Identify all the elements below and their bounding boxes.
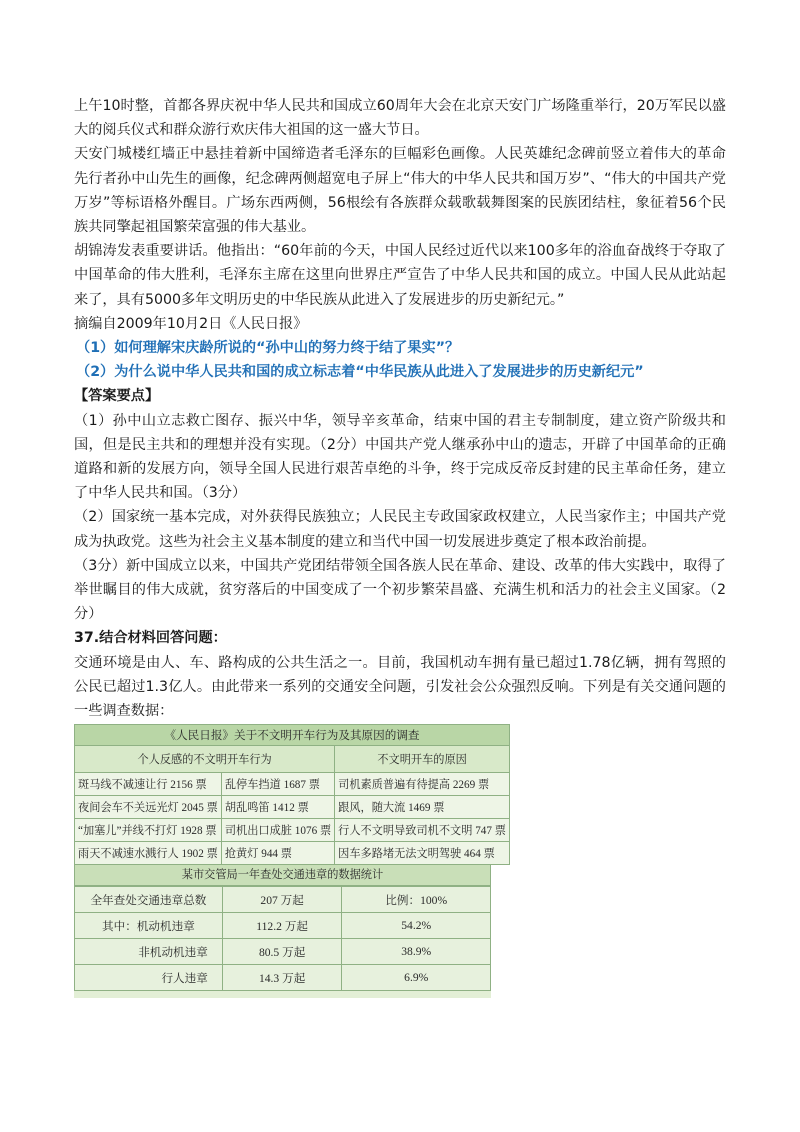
question-37-title: 37.结合材料回答问题：: [74, 630, 227, 647]
table-cell: 行人违章: [75, 965, 223, 991]
material-paragraph-3: 胡锦涛发表重要讲话。他指出：“60年前的今天，中国人民经过近代以来100多年的浴血奋战终于夺取了中国革命的伟大胜利，毛泽东主席在这里向世界庄严宣告了中华人民共和国的成立。中国人民从此站起来了，具有5000多年文明历史的中华民族从此进入了发展进步的历史新纪元。”: [74, 243, 726, 308]
table-row: [75, 842, 510, 865]
table-cell: 抢黄灯 944 票: [221, 842, 334, 865]
table-cell: 80.5 万起: [222, 939, 342, 965]
table-cell: 夜间会车不关远光灯 2045 票: [75, 796, 222, 819]
table-row: [75, 887, 491, 913]
table-cell: 14.3 万起: [222, 965, 342, 991]
table-cell: 胡乱鸣笛 1412 票: [221, 796, 334, 819]
question-37-text: 交通环境是由人、车、路构成的公共生活之一。目前，我国机动车拥有量已超过1.78亿辆，拥有驾照的公民已超过1.3亿人。由此带来一系列的交通安全问题，引发社会公众强烈反响。下列是有关交通问题的一些调查数据：: [74, 654, 726, 720]
table-cell: 6.9%: [342, 965, 491, 991]
document-body: [74, 94, 726, 723]
table-cell: 其中：机动机违章: [75, 913, 223, 939]
table-row: [75, 819, 510, 842]
table-cell: 非机动机违章: [75, 939, 223, 965]
table-cell: 54.2%: [342, 913, 491, 939]
table-cell: 38.9%: [342, 939, 491, 965]
table-row: [75, 796, 510, 819]
table-cell: 雨天不减速水溅行人 1902 票: [75, 842, 222, 865]
violation-table-caption: 某市交管局一年查处交通违章的数据统计: [74, 865, 491, 886]
table-cell: 207 万起: [222, 887, 342, 913]
material-paragraph-1: 上午10时整，首都各界庆祝中华人民共和国成立60周年大会在北京天安门广场隆重举行，20万军民以盛大的阅兵仪式和群众游行欢庆伟大祖国的这一盛大节日。: [74, 98, 726, 139]
answer-2: （2）国家统一基本完成，对外获得民族独立；人民民主专政国家政权建立，人民当家作主；中国共产党成为执政党。这些为社会主义基本制度的建立和当代中国一切发展进步奠定了根本政治前提。: [74, 509, 726, 550]
answer-1: （1）孙中山立志救亡图存、振兴中华，领导辛亥革命，结束中国的君主专制制度，建立资产阶级共和国，但是民主共和的理想并没有实现。（2分）中国共产党人继承孙中山的遗志，开辟了中国革命的正确道路和新的发展方向，领导全国人民进行艰苦卓绝的斗争，终于完成反帝反封建的民主革命任务，建立了中华人民共和国。（3分）: [74, 412, 726, 502]
question-1: （1）如何理解宋庆龄所说的“孙中山的努力终于结了果实”？: [76, 340, 460, 357]
survey-tables: [74, 724, 506, 998]
table-cell: 全年查处交通违章总数: [75, 887, 223, 913]
table-cell: 司机素质普遍有待提高 2269 票: [335, 773, 510, 796]
survey-head-reasons: 不文明开车的原因: [335, 746, 510, 773]
table-row: [75, 939, 491, 965]
table-row: [75, 773, 510, 796]
table-row: [75, 913, 491, 939]
table-cell: 因车多路堵无法文明驾驶 464 票: [335, 842, 510, 865]
answer-3: （3分）新中国成立以来，中国共产党团结带领全国各族人民在革命、建设、改革的伟大实践中，取得了举世瞩目的伟大成就，贫穷落后的中国变成了一个初步繁荣昌盛、充满生机和活力的社会主义国家。（2分）: [74, 557, 726, 623]
survey-table: [74, 724, 510, 865]
table-cell: 司机出口成脏 1076 票: [221, 819, 334, 842]
table-cell: 斑马线不减速让行 2156 票: [75, 773, 222, 796]
violation-table: [74, 886, 491, 991]
table-cell: 比例：100%: [342, 887, 491, 913]
table-cell: 跟风，随大流 1469 票: [335, 796, 510, 819]
survey-table-caption: 《人民日报》关于不文明开车行为及其原因的调查: [75, 725, 510, 746]
answer-heading: 【答案要点】: [74, 388, 160, 405]
table-cell: 112.2 万起: [222, 913, 342, 939]
survey-head-behaviors: 个人反感的不文明开车行为: [75, 746, 335, 773]
table-cell: 行人不文明导致司机不文明 747 票: [335, 819, 510, 842]
table-cell: “加塞儿”并线不打灯 1928 票: [75, 819, 222, 842]
material-source: 摘编自2009年10月2日《人民日报》: [74, 315, 308, 332]
question-2: （2）为什么说中华人民共和国的成立标志着“中华民族从此进入了发展进步的历史新纪元”: [76, 364, 644, 381]
table-cell: 乱停车挡道 1687 票: [221, 773, 334, 796]
material-paragraph-2: 天安门城楼红墙正中悬挂着新中国缔造者毛泽东的巨幅彩色画像。人民英雄纪念碑前竖立着伟大的革命先行者孙中山先生的画像，纪念碑两侧超宽电子屏上“伟大的中华人民共和国万岁”、“伟大的中国共产党万岁”等标语格外醒目。广场东西两侧，56根绘有各族群众载歌载舞图案的民族团结柱，象征着56个民族共同擎起祖国繁荣富强的伟大基业。: [74, 146, 726, 236]
table-row: [75, 965, 491, 991]
